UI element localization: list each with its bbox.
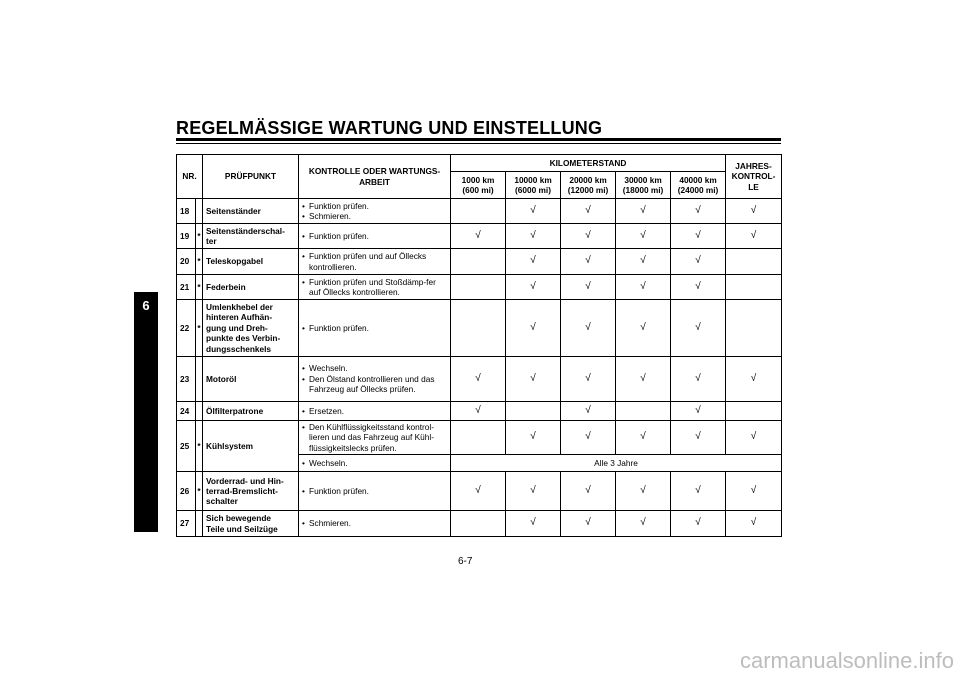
row-actions xyxy=(299,275,451,300)
action-item: • Wechseln. xyxy=(302,458,447,468)
page-title: REGELMÄSSIGE WARTUNG UND EINSTELLUNG xyxy=(176,118,603,138)
table-row xyxy=(177,224,782,249)
action-list xyxy=(302,201,447,222)
empty-cell xyxy=(506,402,561,421)
row-item: Vorderrad- und Hin- terrad-Bremslicht- schalter xyxy=(203,472,299,511)
title-rule-thin xyxy=(176,143,781,144)
check-mark: √ xyxy=(506,249,561,275)
action-item: • Funktion prüfen. xyxy=(302,323,447,333)
row-actions xyxy=(299,357,451,402)
chapter-number: 6 xyxy=(142,298,150,313)
check-mark: √ xyxy=(451,357,506,402)
empty-cell xyxy=(451,249,506,275)
row-star: * xyxy=(196,472,203,511)
row-star xyxy=(196,357,203,402)
action-list xyxy=(302,518,447,528)
action-list xyxy=(302,251,447,272)
row-number: 26 xyxy=(177,472,196,511)
action-item: • Den Ölstand kontrollieren und das Fahrzeug auf Öllecks prüfen. xyxy=(302,374,447,395)
check-mark: √ xyxy=(561,275,616,300)
check-mark: √ xyxy=(561,199,616,224)
row-number: 25 xyxy=(177,421,196,472)
check-mark: √ xyxy=(726,224,782,249)
check-mark: √ xyxy=(616,357,671,402)
table-row xyxy=(177,511,782,537)
row-number: 20 xyxy=(177,249,196,275)
check-mark: √ xyxy=(671,357,726,402)
check-mark: √ xyxy=(671,472,726,511)
action-item: • Funktion prüfen. xyxy=(302,486,447,496)
table-row xyxy=(177,275,782,300)
row-number: 19 xyxy=(177,224,196,249)
row-number: 23 xyxy=(177,357,196,402)
check-mark: √ xyxy=(616,224,671,249)
check-mark: √ xyxy=(506,511,561,537)
row-star: * xyxy=(196,249,203,275)
header-kilometerstand: KILOMETERSTAND xyxy=(451,155,726,172)
row-actions xyxy=(299,300,451,357)
check-mark: √ xyxy=(616,249,671,275)
interval-note: Alle 3 Jahre xyxy=(451,455,782,472)
table-row xyxy=(177,249,782,275)
action-item: • Ersetzen. xyxy=(302,406,447,416)
action-item: • Funktion prüfen. xyxy=(302,201,447,211)
check-mark: √ xyxy=(616,275,671,300)
check-mark: √ xyxy=(671,275,726,300)
check-mark: √ xyxy=(616,421,671,455)
action-list xyxy=(302,363,447,394)
empty-cell xyxy=(726,300,782,357)
header-pruefpunkt: PRÜFPUNKT xyxy=(203,155,299,199)
row-actions xyxy=(299,402,451,421)
row-actions xyxy=(299,199,451,224)
header-kontrolle: KONTROLLE ODER WARTUNGS- ARBEIT xyxy=(299,155,451,199)
table-body xyxy=(177,199,782,537)
check-mark: √ xyxy=(671,300,726,357)
row-item: Umlenkhebel der hinteren Aufhän- gung und Dreh- punkte des Verbin- dungsschenkels xyxy=(203,300,299,357)
row-actions xyxy=(299,455,451,472)
table-row xyxy=(177,199,782,224)
table-row xyxy=(177,357,782,402)
table-row xyxy=(177,421,782,455)
row-actions xyxy=(299,224,451,249)
row-item: Motoröl xyxy=(203,357,299,402)
check-mark: √ xyxy=(506,421,561,455)
empty-cell xyxy=(726,275,782,300)
row-item: Teleskopgabel xyxy=(203,249,299,275)
check-mark: √ xyxy=(451,224,506,249)
action-list xyxy=(302,406,447,416)
row-actions xyxy=(299,472,451,511)
check-mark: √ xyxy=(506,357,561,402)
check-mark: √ xyxy=(561,421,616,455)
check-mark: √ xyxy=(506,472,561,511)
action-item: • Funktion prüfen und auf Öllecks kontrollieren. xyxy=(302,251,447,272)
watermark: carmanualsonline.info xyxy=(739,648,954,673)
empty-cell xyxy=(616,402,671,421)
check-mark: √ xyxy=(561,357,616,402)
check-mark: √ xyxy=(451,402,506,421)
empty-cell xyxy=(451,275,506,300)
header-km-5: 40000 km (24000 mi) xyxy=(671,172,726,199)
check-mark: √ xyxy=(506,224,561,249)
row-item: Seitenständer xyxy=(203,199,299,224)
check-mark: √ xyxy=(671,421,726,455)
header-km-2: 10000 km (6000 mi) xyxy=(506,172,561,199)
check-mark: √ xyxy=(616,199,671,224)
check-mark: √ xyxy=(561,402,616,421)
row-number: 24 xyxy=(177,402,196,421)
check-mark: √ xyxy=(616,511,671,537)
header-km-4: 30000 km (18000 mi) xyxy=(616,172,671,199)
check-mark: √ xyxy=(671,402,726,421)
row-actions xyxy=(299,249,451,275)
empty-cell xyxy=(451,199,506,224)
row-star: * xyxy=(196,421,203,472)
check-mark: √ xyxy=(726,421,782,455)
action-item: • Schmieren. xyxy=(302,211,447,221)
check-mark: √ xyxy=(561,511,616,537)
action-item: • Den Kühlflüssigkeitsstand kontrol-lieren und das Fahrzeug auf Kühl-flüssigkeitslecks prüfen. xyxy=(302,422,447,453)
row-star xyxy=(196,199,203,224)
row-star xyxy=(196,402,203,421)
action-list xyxy=(302,277,447,298)
check-mark: √ xyxy=(726,472,782,511)
maintenance-table xyxy=(176,154,782,537)
header-nr: NR. xyxy=(177,155,203,199)
check-mark: √ xyxy=(506,300,561,357)
row-number: 27 xyxy=(177,511,196,537)
empty-cell xyxy=(726,249,782,275)
action-item: • Wechseln. xyxy=(302,363,447,373)
page-number: 6-7 xyxy=(458,556,473,567)
row-star: * xyxy=(196,300,203,357)
chapter-tab xyxy=(134,292,158,532)
action-list xyxy=(302,458,447,468)
check-mark: √ xyxy=(726,511,782,537)
row-number: 18 xyxy=(177,199,196,224)
action-list xyxy=(302,422,447,453)
empty-cell xyxy=(451,421,506,455)
empty-cell xyxy=(451,300,506,357)
row-item: Seitenständerschal- ter xyxy=(203,224,299,249)
check-mark: √ xyxy=(671,199,726,224)
check-mark: √ xyxy=(561,249,616,275)
header-km-1: 1000 km (600 mi) xyxy=(451,172,506,199)
action-item: • Schmieren. xyxy=(302,518,447,528)
row-item: Federbein xyxy=(203,275,299,300)
table-row xyxy=(177,472,782,511)
action-list xyxy=(302,231,447,241)
check-mark: √ xyxy=(561,224,616,249)
header-jahres: JAHRES- KONTROL- LE xyxy=(726,155,782,199)
row-number: 21 xyxy=(177,275,196,300)
row-number: 22 xyxy=(177,300,196,357)
row-actions xyxy=(299,511,451,537)
check-mark: √ xyxy=(616,300,671,357)
action-list xyxy=(302,323,447,333)
table-row xyxy=(177,300,782,357)
action-item: • Funktion prüfen und Stoßdämp-fer auf Öllecks kontrollieren. xyxy=(302,277,447,298)
title-rule-thick xyxy=(176,138,781,141)
empty-cell xyxy=(726,402,782,421)
row-item: Sich bewegende Teile und Seilzüge xyxy=(203,511,299,537)
action-item: • Funktion prüfen. xyxy=(302,231,447,241)
check-mark: √ xyxy=(506,275,561,300)
check-mark: √ xyxy=(451,472,506,511)
check-mark: √ xyxy=(616,472,671,511)
check-mark: √ xyxy=(671,249,726,275)
check-mark: √ xyxy=(726,199,782,224)
row-item: Kühlsystem xyxy=(203,421,299,472)
check-mark: √ xyxy=(561,300,616,357)
action-list xyxy=(302,486,447,496)
header-km-3: 20000 km (12000 mi) xyxy=(561,172,616,199)
check-mark: √ xyxy=(671,511,726,537)
row-star: * xyxy=(196,275,203,300)
row-actions xyxy=(299,421,451,455)
table-row xyxy=(177,402,782,421)
row-star: * xyxy=(196,224,203,249)
empty-cell xyxy=(451,511,506,537)
check-mark: √ xyxy=(726,357,782,402)
check-mark: √ xyxy=(506,199,561,224)
row-star xyxy=(196,511,203,537)
check-mark: √ xyxy=(671,224,726,249)
row-item: Ölfilterpatrone xyxy=(203,402,299,421)
check-mark: √ xyxy=(561,472,616,511)
